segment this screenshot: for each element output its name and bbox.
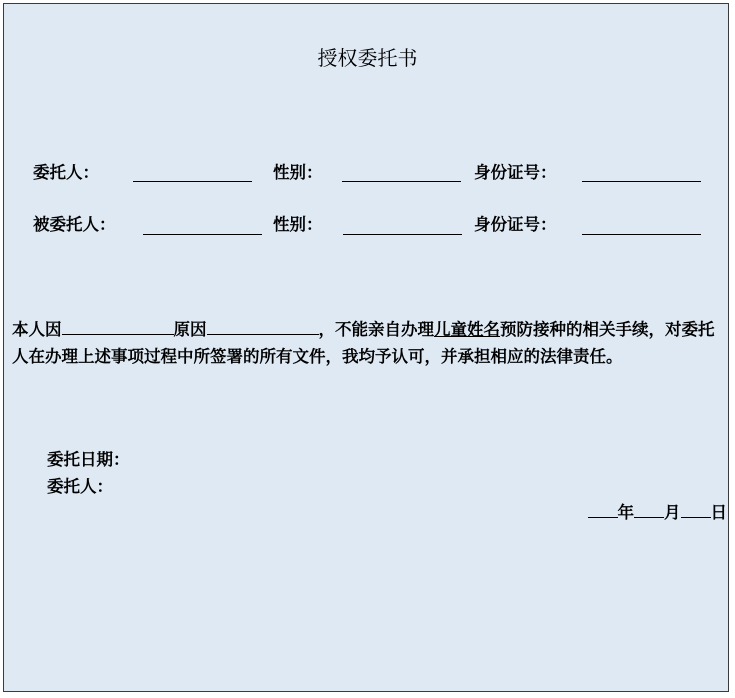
principal-label: 委托人： — [33, 163, 99, 182]
agent-label: 被委托人： — [33, 215, 116, 234]
principal-id-label: 身份证号： — [474, 163, 557, 182]
day-label: 日 — [710, 503, 727, 522]
agent-id-field[interactable] — [582, 234, 701, 235]
date-line — [588, 499, 728, 523]
principal-name-field[interactable] — [133, 181, 252, 182]
child-name-field[interactable]: 儿童姓名 — [434, 320, 500, 339]
year-blank-field[interactable] — [588, 500, 618, 518]
agent-gender-label: 性别： — [273, 215, 323, 234]
agent-gender-field[interactable] — [343, 234, 462, 235]
principal-id-field[interactable] — [582, 181, 701, 182]
reason-detail-blank-field[interactable] — [207, 317, 319, 335]
body-text-2: 原因 — [173, 320, 207, 339]
day-blank-field[interactable] — [681, 500, 711, 518]
month-blank-field[interactable] — [634, 500, 664, 518]
body-paragraph — [12, 316, 726, 370]
agent-name-field[interactable] — [143, 234, 262, 235]
delegation-date-label: 委托日期： — [47, 450, 130, 469]
month-label: 月 — [664, 503, 681, 522]
body-text-4: 预防接种的相关手续，对委托人在办理上述事项过程中所签署的所有文件，我均予认可，并承担相应的法律责任。 — [12, 320, 715, 366]
year-label: 年 — [617, 503, 634, 522]
principal-gender-label: 性别： — [273, 163, 323, 182]
reason-blank-field[interactable] — [62, 317, 174, 335]
signer-label: 委托人： — [47, 477, 113, 496]
body-text-1: 本人因 — [12, 320, 62, 339]
body-text-3: ，不能亲自办理 — [318, 320, 434, 339]
principal-gender-field[interactable] — [342, 181, 461, 182]
agent-id-label: 身份证号： — [474, 215, 557, 234]
document-title: 授权委托书 — [317, 46, 418, 70]
